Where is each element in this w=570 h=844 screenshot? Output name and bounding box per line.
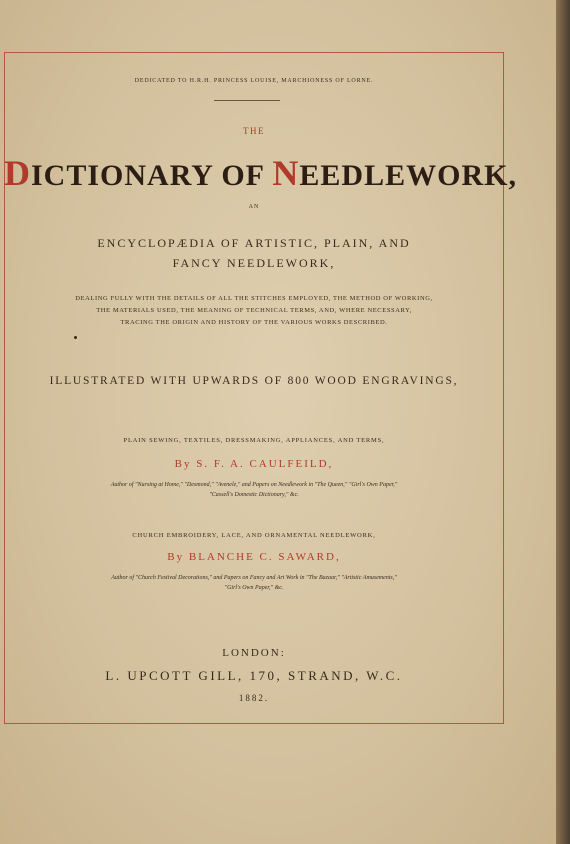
imprint-year: 1882. — [238, 693, 270, 703]
title-initial-d: D — [4, 153, 31, 193]
book-edge-shadow — [556, 0, 570, 844]
section-1-credits-line-2: "Cassell's Domestic Dictionary," &c. — [209, 492, 299, 498]
imprint-publisher: L. UPCOTT GILL, 170, STRAND, W.C. — [105, 668, 403, 683]
description-line-2: THE MATERIALS USED, THE MEANING OF TECHNICAL TERMS, AND, WHERE NECESSARY, — [96, 307, 412, 314]
description-line-3: TRACING THE ORIGIN AND HISTORY OF THE VARIOUS WORKS DESCRIBED. — [120, 319, 388, 326]
imprint-place: LONDON: — [222, 647, 286, 659]
divider-rule — [214, 100, 280, 101]
book-title — [4, 152, 517, 194]
description-line-1: DEALING FULLY WITH THE DETAILS OF ALL THE STITCHES EMPLOYED, THE METHOD OF WORKING, — [75, 295, 433, 302]
dedication: DEDICATED TO H.R.H. PRINCESS LOUISE, MARCHIONESS OF LORNE. — [134, 78, 374, 84]
title-part-2: EEDLEWORK, — [299, 159, 517, 192]
section-1-heading: PLAIN SEWING, TEXTILES, DRESSMAKING, APPLIANCES, AND TERMS, — [123, 437, 385, 444]
title-part-1: ICTIONARY OF — [31, 159, 273, 192]
title-article: THE — [243, 126, 265, 136]
section-2-credits-line-1: Author of "Church Festival Decorations," and Papers on Fancy and Art Work in "The Bazaar," "Artistic Amusements," — [111, 575, 397, 581]
title-initial-n: N — [272, 153, 300, 193]
section-1-credits-line-1: Author of "Nursing at Home," "Desmond," "Avenele," and Papers on Needlework in "The Queen," "Girl's Own Paper," — [110, 482, 398, 488]
subtitle-line-1: ENCYCLOPÆDIA OF ARTISTIC, PLAIN, AND — [97, 236, 411, 250]
section-2-author: By BLANCHE C. SAWARD, — [167, 551, 341, 563]
ink-mark — [74, 336, 77, 339]
section-1-author: By S. F. A. CAULFEILD, — [174, 458, 334, 470]
illustrations-note: ILLUSTRATED WITH UPWARDS OF 800 WOOD ENGRAVINGS, — [49, 375, 459, 387]
section-2-credits-line-2: "Girl's Own Paper," &c. — [224, 585, 284, 591]
section-2-heading: CHURCH EMBROIDERY, LACE, AND ORNAMENTAL NEEDLEWORK, — [132, 532, 376, 539]
title-connector: AN — [248, 204, 260, 210]
subtitle-line-2: FANCY NEEDLEWORK, — [172, 256, 336, 270]
